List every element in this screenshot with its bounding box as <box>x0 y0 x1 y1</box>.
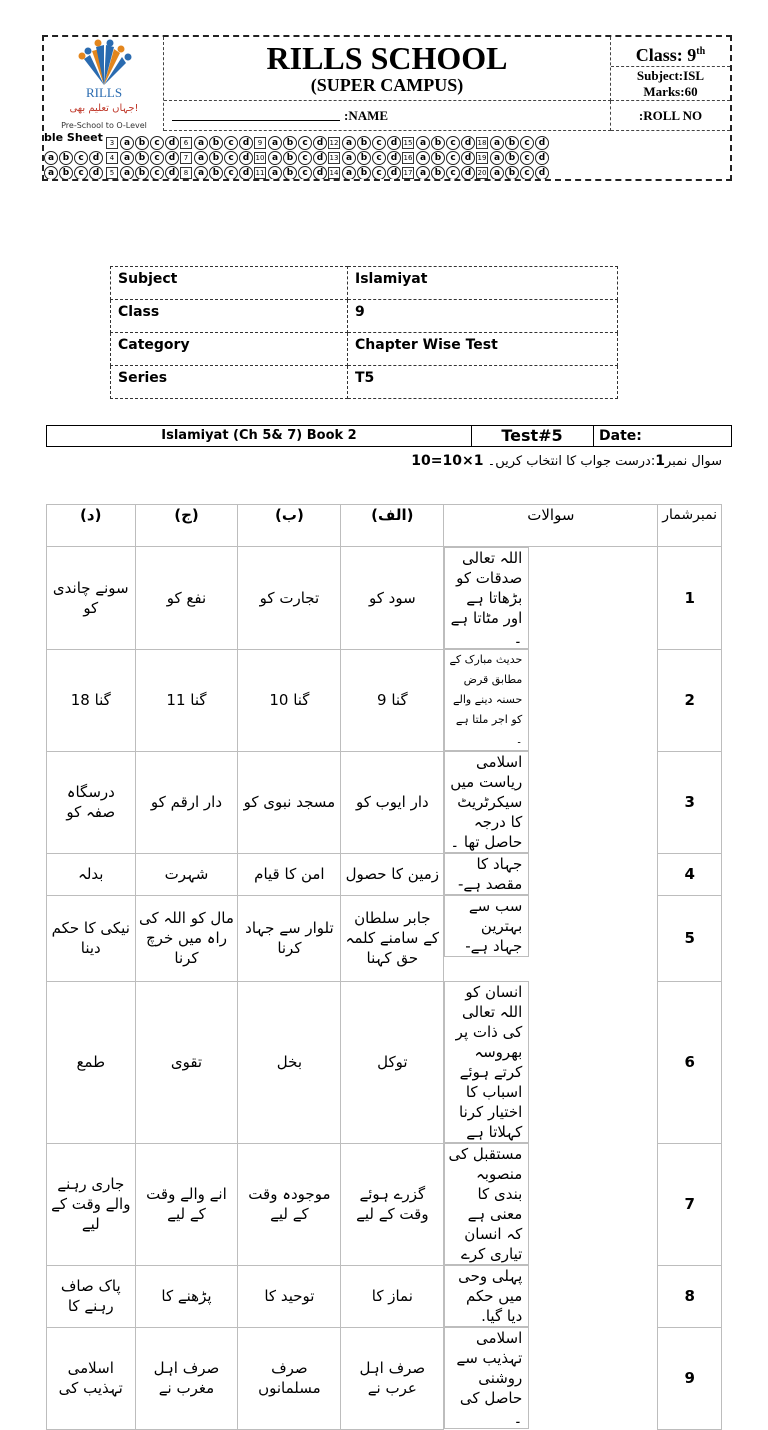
answer-bubble[interactable]: c <box>446 136 460 150</box>
answer-bubble[interactable]: b <box>431 151 445 165</box>
bubble-question <box>402 150 476 165</box>
answer-bubble[interactable]: d <box>461 166 475 179</box>
question-number: 16 <box>403 154 413 162</box>
answer-bubble[interactable]: b <box>505 166 519 179</box>
test-title: Islamiyat (Ch 5& 7) Book 2 <box>47 426 472 446</box>
test-header <box>42 35 732 181</box>
answer-bubble[interactable]: a <box>342 136 356 150</box>
answer-bubble[interactable]: b <box>59 151 73 165</box>
answer-bubble[interactable]: d <box>387 166 401 179</box>
header-option-b: (ب) <box>238 505 341 547</box>
answer-bubble[interactable]: d <box>165 166 179 179</box>
class-label: Class: 9th <box>611 37 730 67</box>
answer-bubble[interactable]: c <box>150 166 164 179</box>
question-number: 4 <box>106 152 118 164</box>
answer-bubble[interactable]: c <box>372 151 386 165</box>
answer-bubble[interactable]: a <box>120 166 134 179</box>
answer-bubble[interactable]: d <box>89 166 103 179</box>
question-number: 6 <box>180 137 192 149</box>
answer-bubble[interactable]: a <box>120 151 134 165</box>
mcq-header-row <box>47 505 722 547</box>
header-serial: نمبرشمار <box>658 505 722 547</box>
question-number: 19 <box>477 154 487 162</box>
answer-bubble[interactable]: a <box>268 136 282 150</box>
answer-bubble[interactable]: b <box>357 166 371 179</box>
answer-bubble[interactable]: c <box>298 166 312 179</box>
answer-bubble[interactable]: b <box>283 151 297 165</box>
name-underline <box>172 120 340 121</box>
answer-bubble[interactable]: b <box>357 136 371 150</box>
answer-bubble[interactable]: c <box>446 151 460 165</box>
bubble-question <box>476 165 550 179</box>
answer-bubble[interactable]: d <box>313 151 327 165</box>
question-number: 14 <box>329 169 339 177</box>
info-row: Category Chapter Wise Test <box>111 333 618 366</box>
answer-bubble[interactable]: c <box>224 166 238 179</box>
answer-bubble[interactable]: a <box>416 166 430 179</box>
bubble-question <box>328 165 402 179</box>
question-number: 17 <box>403 169 413 177</box>
header-option-d: (د) <box>47 505 136 547</box>
table-row: بدلہ شہرت امن کا قیام زمین کا حصول جہاد کا مقصد ہے-4 <box>47 853 722 895</box>
answer-bubble[interactable]: b <box>431 166 445 179</box>
mcq-table <box>46 504 722 1430</box>
answer-bubble[interactable]: d <box>461 151 475 165</box>
question-number: 20 <box>477 169 487 177</box>
question-number: 12 <box>329 139 339 147</box>
info-table <box>110 266 618 399</box>
answer-bubble[interactable]: a <box>490 136 504 150</box>
roll-no-field[interactable]: :ROLL NO <box>611 101 730 131</box>
school-title-box <box>164 37 611 101</box>
question-number: 3 <box>106 137 118 149</box>
question-number: 18 <box>477 139 487 147</box>
answer-bubble[interactable]: d <box>535 151 549 165</box>
answer-bubble[interactable]: a <box>44 151 58 165</box>
answer-bubble[interactable]: c <box>224 136 238 150</box>
answer-bubble[interactable]: d <box>535 136 549 150</box>
bubble-question <box>328 135 402 150</box>
answer-bubble[interactable]: a <box>194 151 208 165</box>
answer-bubble[interactable]: a <box>416 151 430 165</box>
question-number: 5 <box>106 167 118 179</box>
bubble-question <box>106 165 180 179</box>
answer-bubble[interactable]: a <box>416 136 430 150</box>
bubble-question <box>180 150 254 165</box>
answer-bubble[interactable]: b <box>59 166 73 179</box>
people-tree-logo-icon <box>44 37 164 131</box>
subject-marks: Subject:ISL Marks:60 <box>611 67 730 101</box>
answer-bubble[interactable]: d <box>239 166 253 179</box>
answer-bubble[interactable]: c <box>150 136 164 150</box>
bubble-question <box>180 135 254 150</box>
answer-bubble[interactable]: b <box>283 136 297 150</box>
answer-bubble[interactable]: b <box>283 166 297 179</box>
table-row: طمع تقوی بخل توکل انسان کو اللہ تعالی کی ذات پر بھروسہ کرتے ہوئے اسباب کا اختیار کرنا کہلاتا ہے6 <box>47 981 722 1143</box>
bubble-sheet <box>44 131 730 179</box>
bubble-question <box>328 150 402 165</box>
answer-bubble[interactable]: a <box>194 166 208 179</box>
answer-bubble[interactable]: a <box>342 151 356 165</box>
answer-bubble[interactable]: a <box>194 136 208 150</box>
question-number: 10 <box>255 154 265 162</box>
answer-bubble[interactable]: c <box>372 166 386 179</box>
answer-bubble[interactable]: a <box>268 151 282 165</box>
answer-bubble[interactable]: c <box>74 151 88 165</box>
answer-bubble[interactable]: d <box>239 136 253 150</box>
bubble-lead <box>44 150 106 165</box>
answer-bubble[interactable]: b <box>431 136 445 150</box>
answer-bubble[interactable]: a <box>268 166 282 179</box>
answer-bubble[interactable]: d <box>535 166 549 179</box>
answer-bubble[interactable]: a <box>342 166 356 179</box>
answer-bubble[interactable]: d <box>461 136 475 150</box>
question-number: 15 <box>403 139 413 147</box>
question-number: 7 <box>180 152 192 164</box>
table-row: اسلامی تہذیب کی صرف اہل مغرب نے صرف مسلمانوں صرف اہل عرب نے اسلامی تہذیب سے روشنی حاصل کی ۔9 <box>47 1327 722 1429</box>
answer-bubble[interactable]: a <box>490 151 504 165</box>
header-option-c: (ج) <box>135 505 238 547</box>
bubble-lead <box>44 165 106 179</box>
answer-bubble[interactable]: a <box>120 136 134 150</box>
bubble-question <box>106 135 180 150</box>
test-number: Test#5 <box>471 426 594 446</box>
question-number: 8 <box>180 167 192 179</box>
answer-bubble[interactable]: c <box>224 151 238 165</box>
date-field[interactable]: Date: <box>599 428 642 444</box>
bubble-row <box>44 150 550 165</box>
answer-bubble[interactable]: c <box>298 136 312 150</box>
answer-bubble[interactable]: b <box>505 136 519 150</box>
answer-bubble[interactable]: c <box>298 151 312 165</box>
answer-bubble[interactable]: d <box>313 166 327 179</box>
answer-bubble[interactable]: d <box>165 136 179 150</box>
table-row: سونے چاندی کو نفع کو تجارت کو سود کو اللہ تعالی صدقات کو بڑھاتا ہے اور مٹاتا ہے ۔1 <box>47 547 722 650</box>
answer-bubble[interactable]: d <box>165 151 179 165</box>
bubble-question <box>254 150 328 165</box>
answer-bubble[interactable]: a <box>490 166 504 179</box>
answer-bubble[interactable]: b <box>357 151 371 165</box>
header-option-a: (الف) <box>341 505 444 547</box>
answer-bubble[interactable]: d <box>313 136 327 150</box>
answer-bubble[interactable]: c <box>74 166 88 179</box>
info-row: Class 9 <box>111 300 618 333</box>
answer-bubble[interactable]: b <box>135 151 149 165</box>
answer-bubble[interactable]: b <box>505 151 519 165</box>
answer-bubble[interactable]: c <box>520 151 534 165</box>
table-row: پاک صاف رہنے کا پڑھنے کا توحید کا نماز کا پہلی وحی میں حکم دیا گیا.8 <box>47 1265 722 1327</box>
info-row: Subject Islamiyat <box>111 267 618 300</box>
answer-bubble[interactable]: c <box>520 136 534 150</box>
bubble-sheet-label: ble Sheet <box>44 131 103 144</box>
answer-bubble[interactable]: b <box>209 136 223 150</box>
campus-name: (SUPER CAMPUS) <box>310 75 464 95</box>
question-number: 13 <box>329 154 339 162</box>
svg-text:Pre-School to O-Level: Pre-School to O-Level <box>61 121 147 130</box>
bubble-question <box>402 165 476 179</box>
bubble-question <box>106 150 180 165</box>
name-label: :NAME <box>344 108 389 123</box>
school-name: RILLS SCHOOL <box>266 40 508 76</box>
bubble-question <box>254 165 328 179</box>
answer-bubble[interactable]: d <box>239 151 253 165</box>
bubble-question <box>402 135 476 150</box>
bubble-question <box>180 165 254 179</box>
bubble-row <box>106 135 550 150</box>
answer-bubble[interactable]: c <box>150 151 164 165</box>
answer-bubble[interactable]: b <box>209 166 223 179</box>
question-number: 11 <box>255 169 265 177</box>
name-field[interactable] <box>164 101 611 131</box>
school-logo <box>44 37 164 131</box>
info-row: Series T5 <box>111 366 618 399</box>
bubble-question <box>254 135 328 150</box>
table-row: نیکی کا حکم دینا مال کو اللہ کی راہ میں خرچ کرنا تلوار سے جہاد کرنا جابر سلطان کے سامنے کلمہ حق کہنا سب سے بہترین جہاد ہے- 5 <box>47 895 722 981</box>
bubble-row <box>44 165 550 179</box>
test-title-bar <box>46 425 732 447</box>
answer-bubble[interactable]: d <box>387 151 401 165</box>
svg-text:RILLS: RILLS <box>85 85 123 100</box>
answer-bubble[interactable]: b <box>135 136 149 150</box>
svg-text:جہاں تعلیم بھی!: جہاں تعلیم بھی! <box>69 103 139 114</box>
table-row: درسگاہ صفہ کو دار ارقم کو مسجد نبوی کو دار ایوب کو اسلامی ریاست میں سیکرٹریٹ کا درجہ حاصل تھا ۔3 <box>47 751 722 853</box>
table-row: جاری رہنے والے وقت کے لیے انے والے وقت کے لیے موجودہ وقت کے لیے گزرے ہوئے وقت کے لیے مستقبل کی منصوبہ بندی کا معنی ہے کہ انسان تیاری کرے7 <box>47 1143 722 1265</box>
bubble-question <box>476 150 550 165</box>
answer-bubble[interactable]: b <box>135 166 149 179</box>
answer-bubble[interactable]: c <box>520 166 534 179</box>
header-questions: سوالات <box>444 505 658 547</box>
answer-bubble[interactable]: c <box>446 166 460 179</box>
question-instruction: سوال نمبر1:درست جواب کا انتخاب کریں۔ 10=10×1 <box>411 453 722 469</box>
answer-bubble[interactable]: c <box>372 136 386 150</box>
answer-bubble[interactable]: a <box>44 166 58 179</box>
table-row: 18 گنا 11 گنا 10 گنا 9 گنا حدیث مبارک کے مطابق قرض حسنہ دینے والے کو اجر ملتا ہے ۔2 <box>47 649 722 751</box>
answer-bubble[interactable]: d <box>89 151 103 165</box>
bubble-question <box>476 135 550 150</box>
answer-bubble[interactable]: d <box>387 136 401 150</box>
answer-bubble[interactable]: b <box>209 151 223 165</box>
question-number: 9 <box>254 137 266 149</box>
